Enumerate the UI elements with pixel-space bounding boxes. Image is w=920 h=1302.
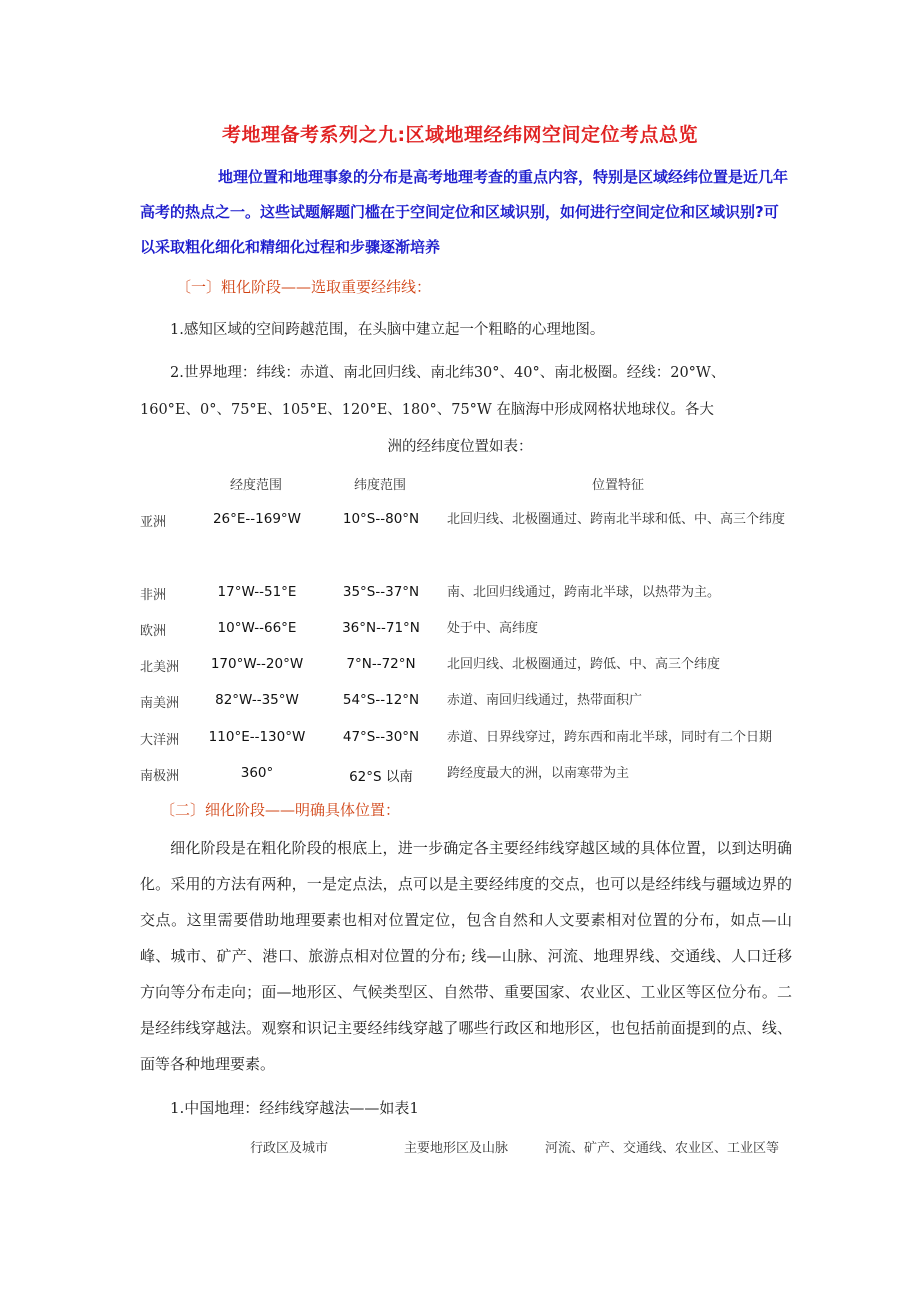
table1-cell-feature: 赤道、南回归线通过，热带面积广	[447, 693, 643, 708]
intro-text: 地理位置和地理事象的分布是高考地理考查的重点内容，特别是区域经纬位置是近几年高考的热点之一。这些试题解题门槛在于空间定位和区域识别，如何进行空间定位和区域识别?可以采取粗化细化和精细化过程和步骤逐渐培养	[140, 168, 789, 256]
table1-cell-feature: 赤道、日界线穿过，跨东西和南北半球，同时有二个日期	[447, 730, 773, 745]
section2-paragraph	[140, 830, 792, 1082]
table1-cell-lon: 10°W--66°E	[217, 620, 297, 636]
table1-cell-lon: 170°W--20°W	[210, 656, 304, 672]
table1-cell-lon: 17°W--51°E	[217, 584, 297, 600]
table1-cell-feature: 北回归线、北极圈通过，跨低、中、高三个纬度	[447, 657, 721, 672]
table1-cell-name: 南美洲	[140, 696, 180, 711]
document-title: 考地理备考系列之九:区域地理经纬网空间定位考点总览	[221, 124, 699, 146]
table1-cell-lat: 54°S--12°N	[342, 692, 420, 708]
table1-cell-lat: 47°S--30°N	[342, 729, 420, 745]
table1-cell-lon: 82°W--35°W	[215, 692, 299, 708]
table2-header-admin: 行政区及城市	[250, 1141, 329, 1156]
section2-body: 细化阶段是在粗化阶段的根底上，进一步确定各主要经纬线穿越区域的具体位置，以到达明确化。采用的方法有两种，一是定点法，点可以是主要经纬度的交点，也可以是经纬线与疆域边界的交点。这里需要借助地理要素也相对位置定位，包含自然和人文要素相对位置的分布，如点—山峰、城市、矿产、港口、旅游点相对位置的分布; 线—山脉、河流、地理界线、交通线、人口迁移方向等分布走向；面—地形区、气候类型区、自然带、重要国家、农业区、工业区等区位分布。二是经纬线穿越法。观察和识记主要经纬线穿越了哪些行政区和地形区，也包括前面提到的点、线、面等各种地理要素。	[140, 839, 792, 1073]
table1-cell-lat: 7°N--72°N	[346, 656, 416, 672]
table1-cell-lat: 35°S--37°N	[342, 584, 420, 600]
section2-heading: 〔二〕细化阶段——明确具体位置：	[160, 801, 401, 819]
table1-cell-lon: 26°E--169°W	[212, 511, 302, 527]
table1-cell-lat: 62°S 以南	[349, 769, 413, 785]
table1-cell-name: 亚洲	[140, 515, 167, 530]
table1-cell-name: 南极洲	[140, 769, 180, 784]
section1-item2-line3: 洲的经纬度位置如表：	[387, 439, 533, 455]
table1-cell-name: 大洋洲	[140, 733, 180, 748]
table1-cell-lon: 110°E--130°W	[208, 729, 306, 745]
table1-cell-lat: 10°S--80°N	[342, 511, 420, 527]
table1-cell-name: 北美洲	[140, 660, 180, 675]
table1-cell-lon: 360°	[240, 765, 274, 781]
table1-cell-name: 欧洲	[140, 624, 167, 639]
section1-heading: 〔一〕粗化阶段——选取重要经纬线：	[176, 278, 432, 296]
section1-item2-line2: 160°E、0°、75°E、105°E、120°E、180°、75°W 在脑海中形成网格状地球仪。各大	[140, 402, 714, 418]
table1-cell-feature: 处于中、高纬度	[447, 621, 539, 636]
section2-item1: 1.中国地理：经纬线穿越法——如表1	[170, 1099, 419, 1117]
table1-cell-feature: 北回归线、北极圈通过、跨南北半球和低、中、高三个纬度	[447, 512, 786, 527]
table2-header-terrain: 主要地形区及山脉	[404, 1141, 509, 1156]
table1-cell-name: 非洲	[140, 588, 167, 603]
table2-header-other: 河流、矿产、交通线、农业区、工业区等	[545, 1141, 780, 1156]
table1-cell-feature: 跨经度最大的洲，以南寒带为主	[447, 766, 630, 781]
table1-header-feature: 位置特征	[592, 478, 645, 493]
section1-item1: 1.感知区域的空间跨越范围，在头脑中建立起一个粗略的心理地图。	[170, 322, 605, 338]
table1-header-lon: 经度范围	[230, 478, 283, 493]
table1-cell-lat: 36°N--71°N	[342, 620, 420, 636]
section1-item2-line1: 2.世界地理：纬线：赤道、南北回归线、南北纬30°、40°、南北极圈。经线：20°W、	[170, 365, 726, 381]
table1-header-lat: 纬度范围	[354, 478, 407, 493]
intro-paragraph	[140, 160, 788, 265]
table1-cell-feature: 南、北回归线通过，跨南北半球，以热带为主。	[447, 585, 721, 600]
